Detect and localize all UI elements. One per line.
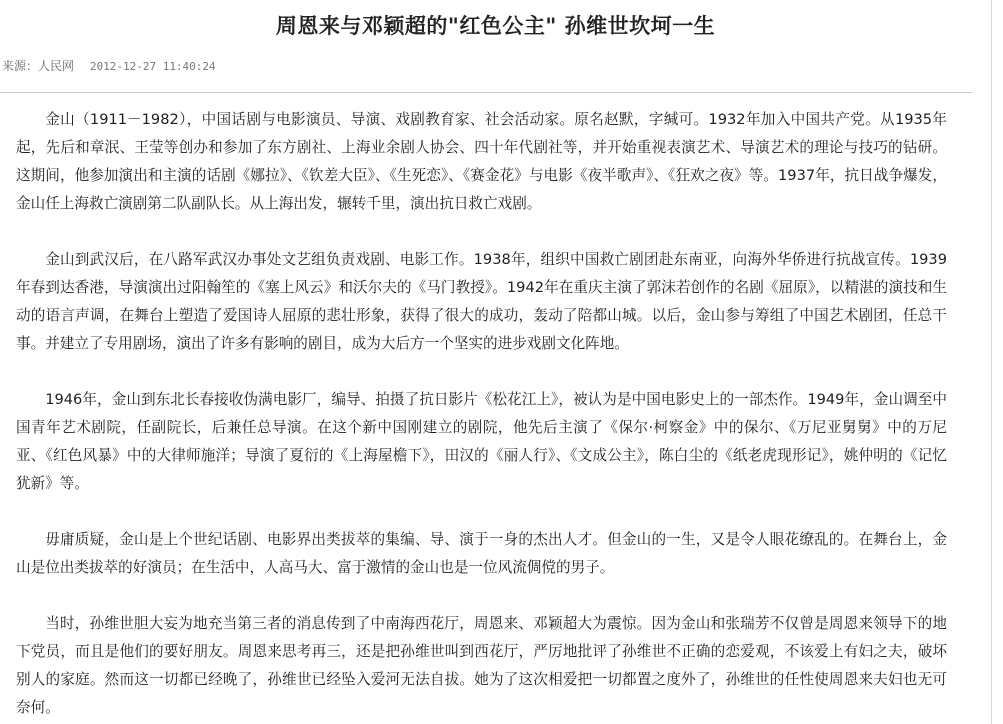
article-title: 周恩来与邓颖超的"红色公主" 孙维世坎坷一生 — [275, 13, 716, 38]
article-paragraph: 1946年，金山到东北长春接收伪满电影厂，编导、拍摄了抗日影片《松花江上》，被认为是中国电影史上的一部杰作。1949年，金山调至中国青年艺术剧院，任副院长，后兼任总导演。在这个新中国刚建立的剧院，他先后主演了《保尔·柯察金》中的保尔、《万尼亚舅舅》中的万尼亚、《红色风暴》中的大律师施洋；导演了夏衍的《上海屋檐下》，田汉的《丽人行》、《文成公主》，陈白尘的《纸老虎现形记》，姚仲明的《记忆犹新》等。 — [16, 391, 947, 492]
article-paragraph: 金山到武汉后，在八路军武汉办事处文艺组负责戏剧、电影工作。1938年，组织中国救亡剧团赴东南亚，向海外华侨进行抗战宣传。1939年春到达香港，导演演出过阳翰笙的《塞上风云》和沃尔夫的《马门教授》。1942年在重庆主演了郭沫若创作的名剧《屈原》，以精湛的演技和生动的语言声调，在舞台上塑造了爱国诗人屈原的悲壮形象，获得了很大的成功，轰动了陪都山城。以后，金山参与筹组了中国艺术剧团，任总干事。并建立了专用剧场，演出了许多有影响的剧目，成为大后方一个坚实的进步戏剧文化阵地。 — [16, 251, 947, 352]
article-date: 2012-12-27 11:40:24 — [89, 60, 216, 73]
article-paragraph: 毋庸质疑，金山是上个世纪话剧、电影界出类拔萃的集编、导、演于一身的杰出人才。但金山的一生，又是令人眼花缭乱的。在舞台上，金山是位出类拔萃的好演员；在生活中，人高马大、富于激情的金山也是一位风流倜傥的男子。 — [16, 531, 947, 576]
header-divider — [0, 92, 972, 93]
page-right-border — [991, 0, 992, 724]
article-source: 来源：人民网 — [2, 59, 75, 73]
article-paragraph: 当时，孙维世胆大妄为地充当第三者的消息传到了中南海西花厅，周恩来、邓颖超大为震惊。因为金山和张瑞芳不仅曾是周恩来领导下的地下党员，而且是他们的要好朋友。周恩来思考再三，还是把孙维世叫到西花厅，严厉地批评了孙维世不正确的恋爱观，不该爱上有妇之夫，破坏别人的家庭。然而这一切都已经晚了，孙维世已经坠入爱河无法自拔。她为了这次相爱把一切都置之度外了，孙维世的任性使周恩来夫妇也无可奈何。 — [16, 615, 947, 716]
article-meta — [2, 58, 216, 75]
article-paragraph: 金山（1911－1982），中国话剧与电影演员、导演、戏剧教育家、社会活动家。原名赵默，字缄可。1932年加入中国共产党。从1935年起，先后和章泯、王莹等创办和参加了东方剧社、上海业余剧人协会、四十年代剧社等，并开始重视表演艺术、导演艺术的理论与技巧的钻研。这期间，他参加演出和主演的话剧《娜拉》、《钦差大臣》、《生死恋》、《赛金花》与电影《夜半歌声》、《狂欢之夜》等。1937年，抗日战争爆发，金山任上海救亡演剧第二队副队长。从上海出发，辗转千里，演出抗日救亡戏剧。 — [16, 111, 947, 212]
article-body — [16, 106, 947, 724]
